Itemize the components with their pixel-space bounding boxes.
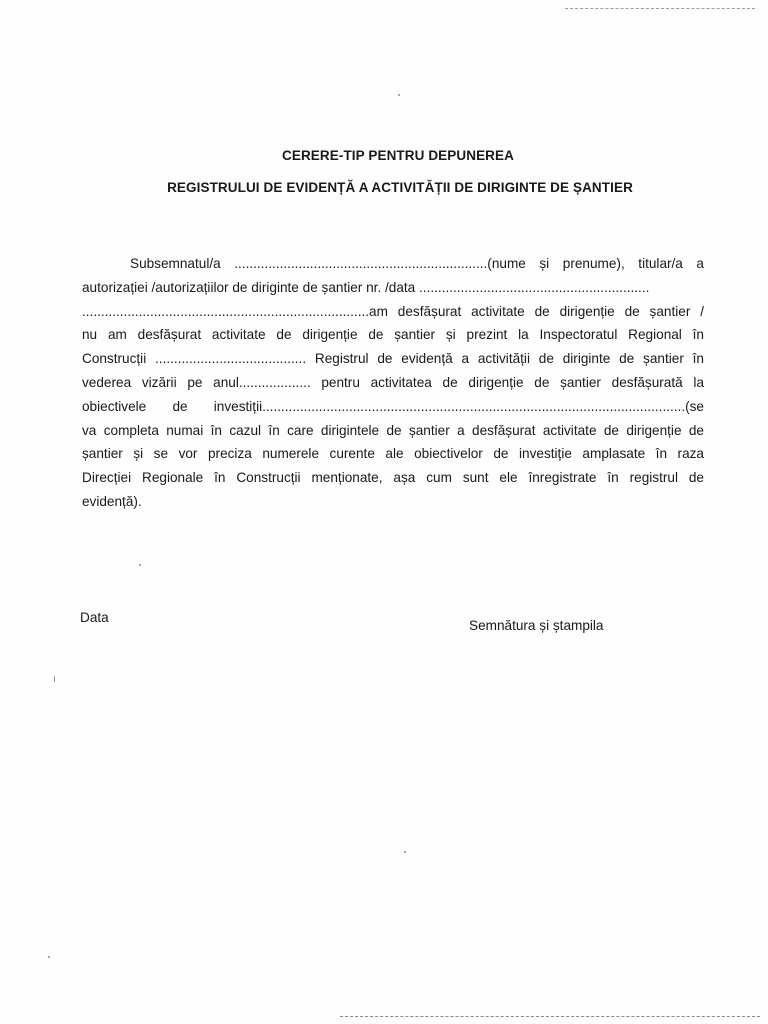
body-line-1: Subsemnatul/a ...................................................................(nume și prenume), titular/a a	[130, 256, 704, 271]
body-line-11: evidență).	[82, 493, 142, 509]
scan-speck	[139, 564, 141, 566]
date-label: Data	[80, 610, 109, 625]
document-title-line-1: CERERE-TIP PENTRU DEPUNEREA	[282, 148, 514, 163]
body-line-4: nu am desfășurat activitate de dirigenție de șantier și prezint la Inspectoratul Regional în	[82, 327, 704, 343]
scan-speck	[404, 851, 406, 853]
body-line-6: vederea vizării pe anul................... pentru activitatea de dirigenție de șantier desfășurată la	[82, 374, 704, 390]
request-body	[82, 252, 704, 514]
scan-speck	[398, 94, 400, 96]
body-line-5: Construcții ........................................ Registrul de evidență a activității de diriginte de șantier în	[82, 351, 704, 367]
scan-speck	[54, 676, 55, 682]
scan-speck	[48, 956, 50, 958]
signature-label: Semnătura și ștampila	[469, 618, 604, 633]
body-line-9: șantier și se vor preciza numerele curente ale obiectivelor de investiție amplasate în raza	[82, 446, 704, 462]
scan-artifact-top	[565, 8, 755, 9]
body-line-2: autorizației /autorizațiilor de diriginte de șantier nr. /data .............................................................	[82, 279, 650, 295]
document-title-line-2: REGISTRULUI DE EVIDENȚĂ A ACTIVITĂȚII DE DIRIGINTE DE ȘANTIER	[167, 180, 633, 195]
body-line-3: ............................................................................am desfășurat activitate de dirigenție de șantier /	[82, 303, 704, 319]
body-line-8: va completa numai în cazul în care dirigintele de șantier a desfășurat activitate de dirigenție de	[82, 422, 704, 438]
body-line-7: obiectivele de investiții................................................................................................................(se	[82, 398, 704, 414]
body-line-10: Direcției Regionale în Construcții menționate, așa cum sunt ele înregistrate în registrul de	[82, 470, 704, 486]
scan-artifact-bottom	[340, 1016, 760, 1017]
